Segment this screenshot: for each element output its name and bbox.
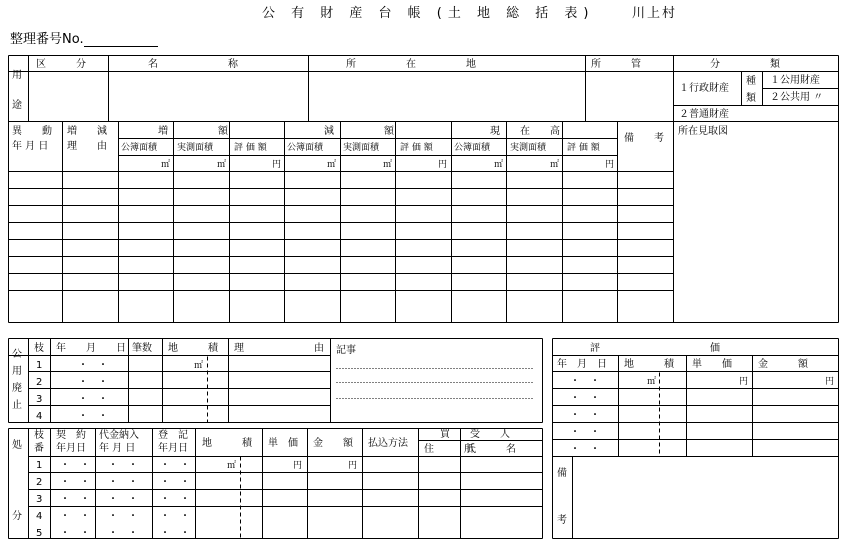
abolition-side-char: 止 xyxy=(12,400,22,411)
administrative-property-label: １行政財産 xyxy=(679,83,729,94)
branch-header: 枝 xyxy=(34,430,44,441)
row-date: ・ ・ xyxy=(108,460,138,471)
disposal-side-char: 処 xyxy=(12,440,22,451)
row-date: ・ ・ xyxy=(60,511,90,522)
row-date: ・ ・ xyxy=(108,477,138,488)
unit-price-header: 単 価 xyxy=(268,438,298,449)
address-header: 住 所 xyxy=(424,444,474,455)
sub-header-valuation: 評 価 額 xyxy=(567,143,600,153)
row-date: ・ ・ xyxy=(60,460,90,471)
unit-label: ㎡ xyxy=(326,160,336,170)
row-number: 2 xyxy=(36,477,43,488)
row-date: ・ ・ xyxy=(78,377,108,388)
buyer-header: 買 受 人 xyxy=(440,429,510,440)
row-number: 5 xyxy=(36,528,43,539)
row-number: 2 xyxy=(36,377,43,388)
increase-header: 増 額 xyxy=(158,126,228,137)
row-date: ・ ・ xyxy=(78,411,108,422)
classification-header: 分 類 xyxy=(710,59,780,70)
row-date: ・ ・ xyxy=(160,528,190,539)
jurisdiction-header: 所 管 xyxy=(591,59,641,70)
row-date: ・ ・ xyxy=(78,394,108,405)
notes-label: 記事 xyxy=(336,345,356,356)
abolition-side-char: 廃 xyxy=(12,383,22,394)
reason-header: 理 由 xyxy=(234,343,324,354)
unit-label: ㎡ xyxy=(193,361,203,371)
row-date: ・ ・ xyxy=(160,494,190,505)
change-reason-header: 理 由 xyxy=(67,141,107,152)
current-amount-header: 現 在 高 xyxy=(490,126,560,137)
unit-label: ㎡ xyxy=(549,160,559,170)
village-name: 川上村 xyxy=(632,6,678,21)
unit-label: 円 xyxy=(347,461,357,471)
row-date: ・ ・ xyxy=(60,477,90,488)
sub-header-registry-area: 公簿面積 xyxy=(121,143,158,153)
row-number: 3 xyxy=(36,494,43,505)
sub-header-survey-area: 実測面積 xyxy=(343,143,380,153)
row-date: ・ ・ xyxy=(570,427,600,438)
payment-date-header: 代金納入 xyxy=(99,430,139,441)
remarks-header: 備 考 xyxy=(624,133,664,144)
change-date-header: 異 動 xyxy=(12,126,52,137)
ordinary-property-label: ２普通財産 xyxy=(679,109,729,120)
row-number: 4 xyxy=(36,411,43,422)
type-label-char: 類 xyxy=(746,93,756,104)
contract-date-header: 年月日 xyxy=(56,443,86,454)
unit-label: 円 xyxy=(437,160,447,170)
sub-header-survey-area: 実測面積 xyxy=(510,143,547,153)
registration-date-header: 登 記 xyxy=(158,430,188,441)
row-number: 1 xyxy=(36,360,43,371)
use-label-char: 用 xyxy=(12,70,22,81)
unit-label: 円 xyxy=(604,160,614,170)
public-purpose-label: ２公共用 〃 xyxy=(770,92,824,103)
name-header: 名 称 xyxy=(148,59,238,70)
registration-number-label: 整理番号No. xyxy=(10,32,84,47)
branch-header: 枝 xyxy=(34,343,44,354)
row-number: 1 xyxy=(36,460,43,471)
amount-header: 金 額 xyxy=(313,438,353,449)
date-header: 年 月 日 xyxy=(557,359,607,370)
valuation-header: 評 価 xyxy=(590,343,720,354)
page-title: 公 有 財 産 台 帳 (土 地 総 括 表) xyxy=(262,6,595,21)
unit-label: ㎡ xyxy=(226,461,236,471)
division-header: 区 分 xyxy=(36,59,86,70)
payment-method-header: 払込方法 xyxy=(368,438,408,449)
row-number: 4 xyxy=(36,511,43,522)
row-date: ・ ・ xyxy=(78,360,108,371)
remarks-char: 考 xyxy=(557,515,567,526)
row-date: ・ ・ xyxy=(160,511,190,522)
unit-label: ㎡ xyxy=(382,160,392,170)
row-date: ・ ・ xyxy=(160,460,190,471)
location-header: 所 在 地 xyxy=(346,59,476,70)
row-date: ・ ・ xyxy=(570,376,600,387)
unit-label: 円 xyxy=(271,160,281,170)
branch-header: 番 xyxy=(34,443,44,454)
amount-header: 金 額 xyxy=(758,359,808,370)
row-date: ・ ・ xyxy=(60,528,90,539)
unit-label: 円 xyxy=(738,377,748,387)
sub-header-valuation: 評 価 額 xyxy=(400,143,433,153)
row-date: ・ ・ xyxy=(108,511,138,522)
change-reason-header: 増 減 xyxy=(67,126,107,137)
buyer-name-header: 氏 名 xyxy=(466,444,516,455)
change-date-header: 年 月 日 xyxy=(12,141,49,152)
area-header: 地 積 xyxy=(168,343,218,354)
lot-count-header: 筆数 xyxy=(132,343,152,354)
sub-header-registry-area: 公簿面積 xyxy=(454,143,491,153)
row-date: ・ ・ xyxy=(60,494,90,505)
area-header: 地 積 xyxy=(624,359,674,370)
public-use-property-label: １公用財産 xyxy=(770,75,820,86)
row-date: ・ ・ xyxy=(570,410,600,421)
registration-date-header: 年月日 xyxy=(158,443,188,454)
unit-label: ㎡ xyxy=(493,160,503,170)
sub-header-survey-area: 実測面積 xyxy=(177,143,214,153)
unit-price-header: 単 価 xyxy=(692,359,732,370)
unit-label: 円 xyxy=(292,461,302,471)
row-number: 3 xyxy=(36,394,43,405)
unit-label: 円 xyxy=(824,377,834,387)
area-header: 地 積 xyxy=(202,438,252,449)
location-sketch-label: 所在見取図 xyxy=(678,126,728,137)
row-date: ・ ・ xyxy=(570,393,600,404)
payment-date-header: 年 月 日 xyxy=(99,443,136,454)
row-date: ・ ・ xyxy=(570,444,600,455)
unit-label: ㎡ xyxy=(216,160,226,170)
unit-label: ㎡ xyxy=(646,377,656,387)
sub-header-valuation: 評 価 額 xyxy=(234,143,267,153)
row-date: ・ ・ xyxy=(108,528,138,539)
contract-date-header: 契 約 xyxy=(56,430,86,441)
date-header: 年 月 日 xyxy=(56,343,126,354)
sub-header-registry-area: 公簿面積 xyxy=(287,143,324,153)
unit-label: ㎡ xyxy=(160,160,170,170)
row-date: ・ ・ xyxy=(108,494,138,505)
disposal-side-char: 分 xyxy=(12,511,22,522)
decrease-header: 減 額 xyxy=(324,126,394,137)
remarks-char: 備 xyxy=(557,468,567,479)
row-date: ・ ・ xyxy=(160,477,190,488)
type-label-char: 種 xyxy=(746,76,756,87)
abolition-side-char: 用 xyxy=(12,366,22,377)
abolition-side-char: 公 xyxy=(12,349,22,360)
use-label-char: 途 xyxy=(12,100,22,111)
